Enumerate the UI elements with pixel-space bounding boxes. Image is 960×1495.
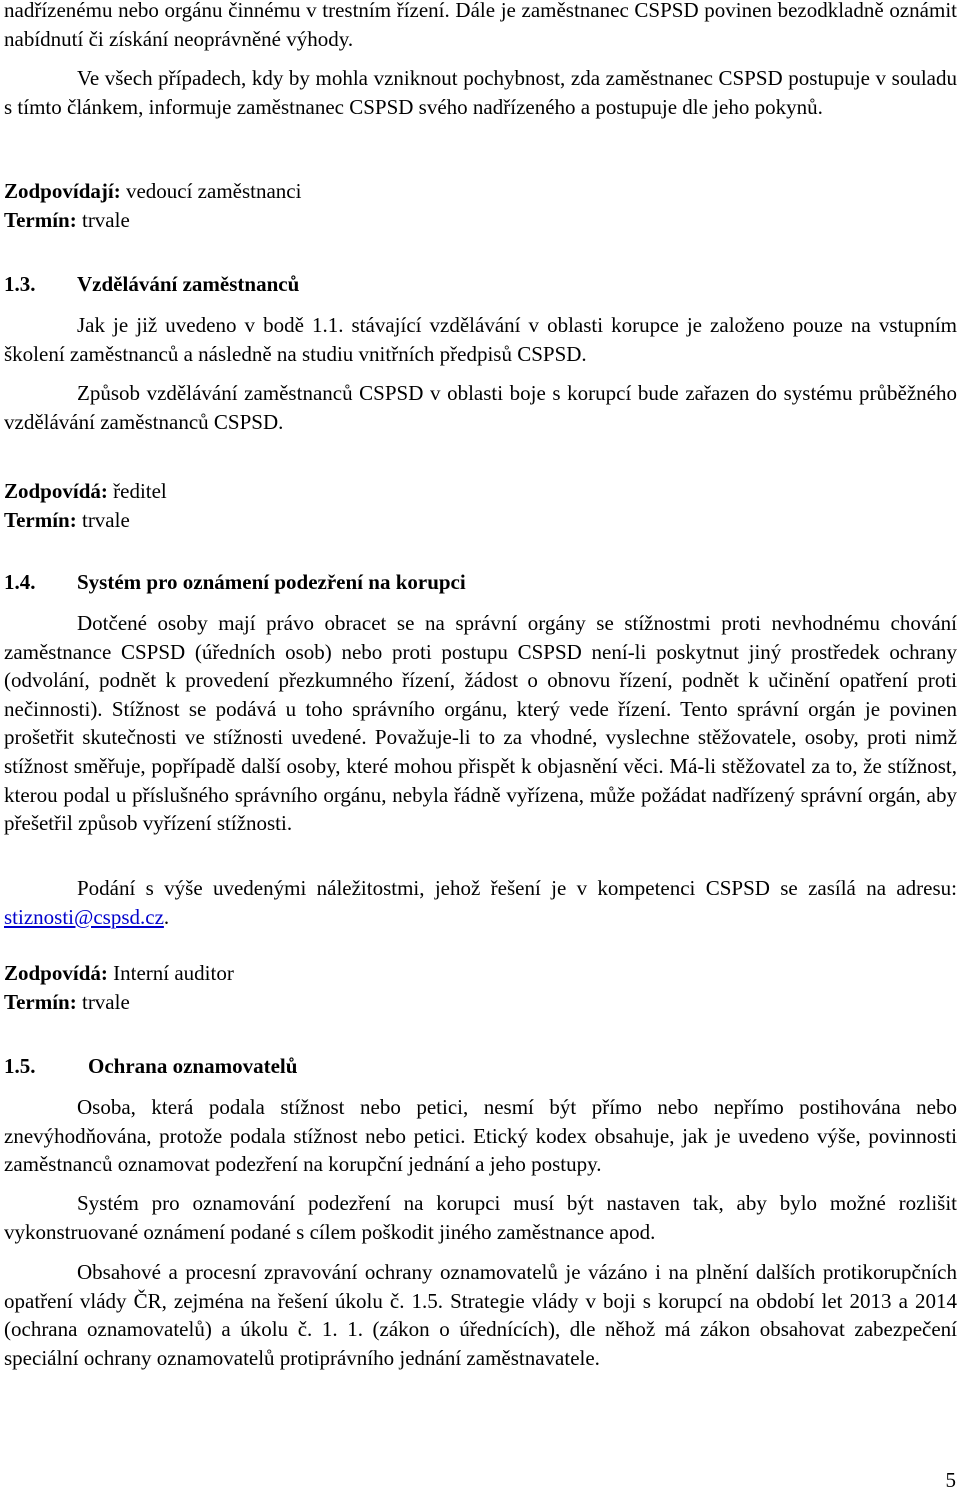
section-title: Ochrana oznamovatelů xyxy=(88,1054,298,1078)
responsible-value: vedoucí zaměstnanci xyxy=(125,179,302,203)
doubt-paragraph: Ve všech případech, kdy by mohla vzniknout pochybnost, zda zaměstnanec CSPSD postupuje v souladu s tímto článkem, informuje zaměstnanec CSPSD svého nadřízeného a postupuje dle jeho pokynů. xyxy=(4,66,957,119)
complaint-email-link[interactable]: stiznosti@cspsd.cz xyxy=(4,904,164,929)
protection-paragraph-3: Obsahové a procesní zpravování ochrany oznamovatelů je vázáno i na plnění dalších protikorupčních opatření vlády ČR, zejména na řešení úkolu č. 1.5. Strategie vlády v boji s korupcí na období let 2013 a 2014 (ochrana oznamovatelů) a úkolu č. 1. 1. (zákon o úřednících), dle něhož má zákon obsahovat zabezpečení speciální ochrany oznamovatelů protiprávního jednání zaměstnavatele. xyxy=(4,1260,957,1370)
continued-paragraph: nadřízenému nebo orgánu činnému v trestním řízení. Dále je zaměstnanec CSPSD povinen bezodkladně oznámit nabídnutí či získání neoprávněné výhody. xyxy=(4,0,957,51)
education-paragraph-2: Způsob vzdělávání zaměstnanců CSPSD v oblasti boje s korupcí bude zařazen do systému průběžného vzdělávání zaměstnanců CSPSD. xyxy=(4,381,957,434)
deadline-label: Termín: xyxy=(4,989,77,1014)
section-heading-1-5 xyxy=(4,1052,297,1081)
responsible-value: ředitel xyxy=(113,479,167,503)
section-heading-1-3 xyxy=(4,270,299,299)
complaint-paragraph: Dotčené osoby mají právo obracet se na správní orgány se stížnostmi proti nevhodnému chování zaměstnance CSPSD (úředních osob) nebo proti postupu CSPSD není-li poskytnut jiný prostředek ochrany (odvolání, podnět k provedení přezkumného řízení, žádost o obnovu řízení, podnět k učinění opatření proti nečinnosti). Stížnost se podává u toho správního orgánu, který vede řízení. Tento správní orgán je povinen prošetřit skutečnosti ve stížnosti uvedené. Považuje-li to za vhodné, vyslechne stěžovatele, osoby, proti nimž stížnost směřuje, popřípadě další osoby, které mohou přispět k objasnění věci. Má-li stěžovatel za to, že stížnost, kterou podal u příslušného správního orgánu, nebyla řádně vyřízena, může požádat nadřízený správní orgán, aby přešetřil způsob vyřízení stížnosti. xyxy=(4,611,957,836)
submission-paragraph xyxy=(4,874,957,931)
deadline-value: trvale xyxy=(81,989,130,1014)
responsible-label: Zodpovídá: xyxy=(4,961,108,985)
section-number: 1.3. xyxy=(4,272,36,296)
responsibility-block xyxy=(4,477,957,534)
education-paragraph-1: Jak je již uvedeno v bodě 1.1. stávající vzdělávání v oblasti korupce je založeno pouze na vstupním školení zaměstnanců a následně na studiu vnitřních předpisů CSPSD. xyxy=(4,313,957,366)
deadline-value: trvale xyxy=(81,507,130,532)
protection-paragraph-1: Osoba, která podala stížnost nebo petici, nesmí být přímo nebo nepřímo postihována nebo znevýhodňována, protože podala stížnost nebo petici. Etický kodex obsahuje, jak je uvedeno výše, povinnosti zaměstnanců oznamovat podezření na korupční jednání a jeho postupy. xyxy=(4,1095,957,1177)
responsible-value: Interní auditor xyxy=(113,961,234,985)
deadline-label: Termín: xyxy=(4,207,77,232)
section-title: Vzdělávání zaměstnanců xyxy=(77,272,300,296)
section-number: 1.4. xyxy=(4,570,36,594)
responsibility-block xyxy=(4,959,957,1016)
deadline-label: Termín: xyxy=(4,507,77,532)
section-title: Systém pro oznámení podezření na korupci xyxy=(77,570,466,594)
protection-paragraph-2: Systém pro oznamování podezření na korupci musí být nastaven tak, aby bylo možné rozlišit vykonstruované oznámení podané s cílem poškodit jiného zaměstnance apod. xyxy=(4,1191,957,1244)
responsible-label: Zodpovídají: xyxy=(4,179,121,203)
section-number: 1.5. xyxy=(4,1054,36,1078)
deadline-value: trvale xyxy=(81,207,130,232)
sentence-end: . xyxy=(163,904,170,929)
section-heading-1-4 xyxy=(4,568,466,597)
responsibility-block xyxy=(4,177,957,234)
submission-text: Podání s výše uvedenými náležitostmi, jehož řešení je v kompetenci CSPSD se zasílá na adresu: xyxy=(77,876,957,900)
page-number: 5 xyxy=(945,1468,956,1492)
responsible-label: Zodpovídá: xyxy=(4,479,108,503)
